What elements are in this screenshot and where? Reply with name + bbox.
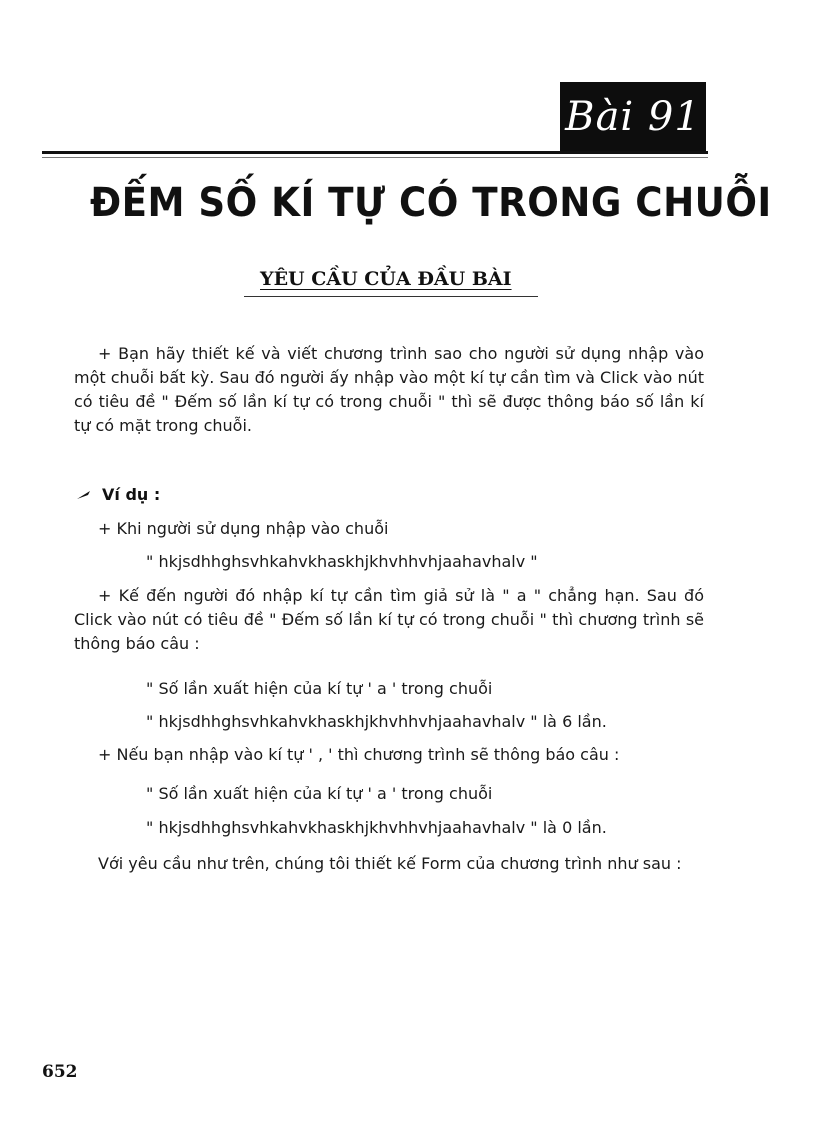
example-result-1b: " hkjsdhhghsvhkahvkhaskhjkhvhhvhjaahavhalv " là 6 lần. (146, 712, 607, 731)
intro-paragraph: + Bạn hãy thiết kế và viết chương trình sao cho người sử dụng nhập vào một chuỗi bất kỳ. Sau đó người ấy nhập vào một kí tự cần tìm và Click vào nút có tiêu đề " Đếm số lần kí tự có trong chuỗi " thì sẽ được thông báo số lần kí tự có mặt trong chuỗi. (74, 344, 704, 435)
example-line-1: + Khi người sử dụng nhập vào chuỗi (98, 519, 389, 538)
example-heading-label: Ví dụ : (102, 485, 161, 504)
page-number: 652 (42, 1062, 78, 1082)
section-subtitle: YÊU CẦU CỦA ĐẦU BÀI (260, 268, 512, 290)
closing-paragraph: Với yêu cầu như trên, chúng tôi thiết kế Form của chương trình như sau : (98, 854, 682, 873)
example-line-if: + Nếu bạn nhập vào kí tự ' , ' thì chương trình sẽ thông báo câu : (98, 745, 620, 764)
page-title: ĐẾM SỐ KÍ TỰ CÓ TRONG CHUỖI (90, 180, 772, 226)
example-result-1a: " Số lần xuất hiện của kí tự ' a ' trong chuỗi (146, 679, 493, 698)
header-rule (42, 151, 708, 154)
header-rule-thin (42, 157, 708, 158)
example-result-2b: " hkjsdhhghsvhkahvkhaskhjkhvhhvhjaahavhalv " là 0 lần. (146, 818, 607, 837)
example-heading (76, 485, 160, 504)
pen-pointer-icon (76, 489, 92, 501)
example-result-2a: " Số lần xuất hiện của kí tự ' a ' trong chuỗi (146, 784, 493, 803)
example-paragraph-2: + Kế đến người đó nhập kí tự cần tìm giả sử là " a " chẳng hạn. Sau đó Click vào nút có tiêu đề " Đếm số lần kí tự có trong chuỗi " thì chương trình sẽ thông báo câu : (74, 586, 704, 653)
subtitle-rule (244, 296, 538, 297)
lesson-badge: Bài 91 (560, 82, 706, 152)
example-input-string: " hkjsdhhghsvhkahvkhaskhjkhvhhvhjaahavhalv " (146, 552, 538, 571)
